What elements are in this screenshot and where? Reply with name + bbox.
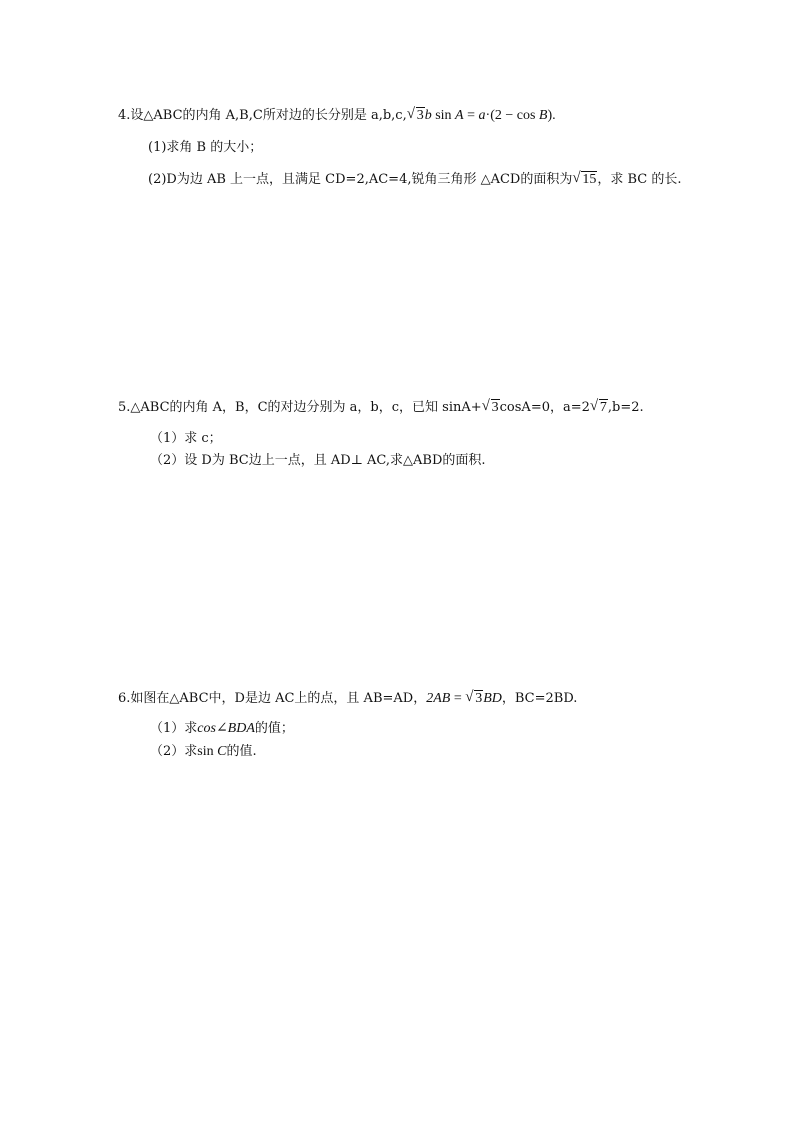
q6-sqrt: √ 3 (465, 690, 483, 708)
q5-sqrt-1: √ 3 (482, 399, 500, 417)
question-4-part-1: (1)求角 B 的大小； (148, 140, 263, 155)
q4-sqrt: √ 3 (407, 107, 425, 125)
question-6-stem: 6.如图在△ABC中，D是边 AC上的点，且 AB=AD，2AB = √ 3BD，BC=2BD. (118, 690, 577, 708)
question-5-part-1: （1）求 c； (150, 431, 222, 446)
question-6-part-1: （1）求cos∠BDA的值； (150, 721, 294, 736)
question-5-part-2: （2）设 D为 BC边上一点，且 AD⊥ AC,求△ABD的面积. (150, 453, 486, 468)
question-4-stem (118, 107, 556, 125)
q4-part2-sqrt: √ 15 (572, 171, 597, 189)
q4-stem-formula: √ 3b sin A = a·(2 − cos B). (407, 108, 556, 123)
question-5-stem: 5.△ABC的内角 A，B，C的对边分别为 a，b，c，已知 sinA+√ 3cosA=0，a=2√ 7,b=2. (118, 399, 644, 417)
q5-sqrt-2: √ 7 (590, 399, 608, 417)
q6-stem-formula: 2AB = √ 3BD (426, 691, 502, 706)
question-4-part-2: (2)D为边 AB 上一点，且满足 CD=2,AC=4,锐角三角形 △ACD的面积为√ 15，求 BC 的长. (148, 171, 682, 189)
question-6-part-2: （2）求sin C的值. (150, 744, 257, 759)
q4-stem-text: 4.设△ABC的内角 A,B,C所对边的长分别是 a,b,c, (118, 108, 407, 123)
